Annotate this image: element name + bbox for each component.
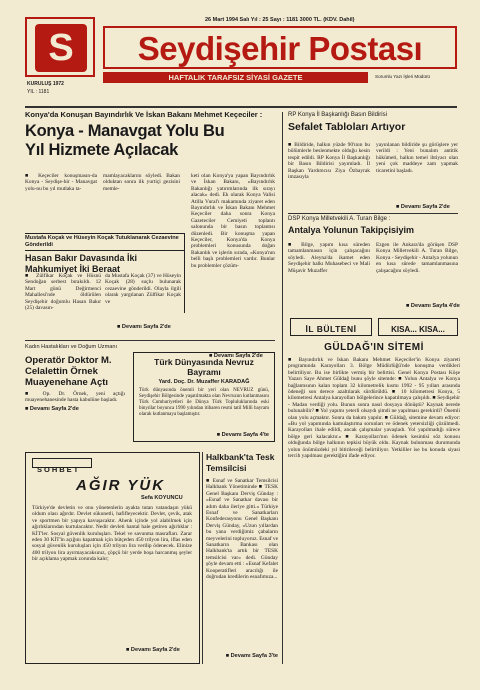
dsp-col-2: Ezgen ile Ankara'da görüşen DSP Konya Milletvekili A. Turan Bilge, Konya - Seydişehir - Antalya yolunun en kısa sürede tamamlanmasına çalışacağını söyledi. xyxy=(376,242,458,274)
side-note: Sorumlu Yazı İşleri Müdürü xyxy=(375,74,430,79)
logo-icon xyxy=(35,24,87,72)
rp-col-1: ■ Bildiride, halkın yüzde 90'ının bu bölümlerle beslenmekte olduğu kesin tespit edildi. RP Konya İl Başkanlığı bir Basın Bildirisi yayımladı. İl Başkan Yardımcısı Ziya Özbayrak imzasıyla xyxy=(288,142,370,181)
doctor-story xyxy=(25,344,125,444)
sohbet-more[interactable]: ■ Devamı Sayfa 2'de xyxy=(126,647,180,653)
court-headline: Hasan Bakır Davasında İki Mahkumiyet İki Beraat xyxy=(25,253,138,274)
nevruz-headline: Türk Dünyasında Nevruz Bayramı xyxy=(154,357,254,377)
masthead xyxy=(25,17,457,102)
dsp-story xyxy=(288,216,460,311)
dsp-headline: Antalya Yolunun Takipçisiyim xyxy=(288,225,415,235)
tagline: HAFTALIK TARAFSIZ SİYASİ GAZETE xyxy=(168,73,303,82)
lead-headline-1: Konya - Manavgat Yolu Bu xyxy=(25,122,225,140)
doctor-headline: Operatör Doktor M. Celalettin Örnek Muayenehane Açtı xyxy=(25,355,112,388)
masthead-founded: KURULUŞ 1972 xyxy=(27,81,64,87)
masthead-issue: YIL : 1181 xyxy=(27,89,50,95)
kisa-kisa-label: KISA... KISA... xyxy=(378,318,458,336)
court-col-1: ■ Zülfikar Koçak ve Hüsnü Sendoğan serbest bırakıldı. 12 Mart günü Değirmenci Mahallesi'nde öldürülen Seydişehir doğumlu Hasan Bakır (25) davasın- xyxy=(25,273,101,312)
doctor-more[interactable]: ■ Devamı Sayfa 2'de xyxy=(25,405,79,412)
nevruz-box xyxy=(133,352,275,442)
doctor-text: ■ Op. Dr. Örnek, yeni açtığı muayenehanesinde hasta kabulüne başladı. xyxy=(25,391,125,404)
court-col-2: da Mustafa Koçak (37) ve Hüseyin Koçak (28) suçlu bulunarak cezaevine gönderildi. Olayla ilgili olarak yargılanan Zülfikar Koçak ve xyxy=(105,273,181,305)
doctor-kicker: Kadın Hastalıkları ve Doğum Uzmanı xyxy=(25,344,118,350)
dsp-kicker: DSP Konya Milletvekili A. Turan Bilge : xyxy=(288,216,391,222)
dsp-more[interactable]: ■ Devamı Sayfa 4'de xyxy=(406,303,460,309)
masthead-date-line: 26 Mart 1994 Salı Yıl : 25 Sayı : 1181 3000 TL. (KDV. Dahil) xyxy=(205,17,355,23)
lead-col-3: keti olan Konya'ya yapan Bayındırlık ve İskan Bakanı, «Bayındırlık Bakanlığı yatırımlarında ilk sırayı alacak» dedi. Ek olarak Konya Valisi Atilla Vural'ı makamında ziyaret eden Bayındırlık ve İskan Bakanı Mehmet Keçeciler daha sonra Konya Gazeteciler Cemiyeti toplantı salonunda bir basın toplantısı düzenledi. Bir konuşma yapan Keçeciler, Konya'da Konya problemleri konusunda doğan Bakanlık ve işlerin sırada, «Konya'nın belli başlı problemleri vardır. Bunlar bu problemler çözüm- xyxy=(191,173,275,269)
halkbank-headline: Halkbank'ta Tesk Temsilcisi xyxy=(206,452,275,473)
tagline-bar xyxy=(103,72,368,83)
logo-letter: S xyxy=(48,27,74,69)
halkbank-text: ■ Esnaf ve Sanatkar Temsilcisi Halkbank Yönetiminde ■ TESK Genel Başkanı Derviş Günday : «Esnaf ve Sanatkar davası bir adım daha ileriye gitti.» Türkiye Esnaf ve Sanatkarları Konfederasyonu Genel Başkanı Derviş Günday, «Uzun yıllardan bu yana verdiğimiz çabaların meyvelerini topluyoruz. Esnaf ve Sanatkarın Bankası olan Halkbank'ta artık bir TESK temsilcisi var» dedi. Günday şöyle devam etti : «Esnaf Kefalet Kooperatifleri aracılığı ile doğrudan kredilerin esnafımıza... xyxy=(206,478,278,581)
rp-col-2: yayınlanan bildiride şu görüşlere yer verildi : Yeni bunalım antitik hükümeti, halkın temel ihtiyacı olan yeni çok maddeye zam yapmak ticaretini başladı. xyxy=(376,142,458,174)
lead-col-2: mamlayacaklarını söyledi. Bakan olduktan sonra ilk yurtiçi gezisini memle- xyxy=(103,173,180,192)
nevruz-author: Yard. Doç. Dr. Muzaffer KARADAĞ xyxy=(158,379,250,385)
il-bulteni-label: İL BÜLTENİ xyxy=(290,318,372,336)
rp-more[interactable]: ■ Devamı Sayfa 2'de xyxy=(396,204,450,210)
lead-more[interactable]: ■ Devamı Sayfa 2'de xyxy=(209,353,263,359)
sohbet-headline: AĞIR YÜK xyxy=(76,477,166,494)
guldag-text: ■ Bayındırlık ve İskan Bakanı Mehmet Keçeciler'in Konya ziyareti programında Karayolları 3. Bölge Müdürlüğü'nde konuşma verdikleri belirtiliyor. Bu ise birlikte vermiş bir belirtisi. Genel Konya Postası Köşe Yazarı Saye Ahmet Güldağ bunu şöyle sitemde: ■ Yolun Antalya ve Konya bağlantısının kalan toplam 32 kilometrelik kısmı 1992 - 95 yılları arasında ödeneği son derece azaltılarak sürdürüldü. ■ 10 kilometresi Konya, 5 kilometresi Antalya karayolları bölgelerince kapatılmaya çalışıldı. ■ Seydişehir - Madan verdiği yolu. Bunun sonra nasıl dosyaya dönüştü? Kaynak nerede bulunabilir? ■ Yol yapımı yeterli olsaydı şimdi ne yapılması gerekirdi? Önemli olan yolu açmaktır. Sonra da bakım yapılır. ■ Güldağ, sitemine devam ediyor: «Bu yol yapımında kamulaştırma sorunları ve ödenek yetersizliği çözülmedi. Karayolları ihale edildi, ancak çalışmalar yavaşladı. Yol yapılmadığı sürece bölge geri kalacaktır.» ■ Karayolları'nın ödenek kesintisi söz konusu olduğunda bölge halkının tepkisi büyük oldu. Kaynak bulunması durumunda yolun önümüzdeki yıl bitirileceği belirtiliyor. Yetkililer ise bu konuda siyasi tercih yapılması gerektiğini ifade ediyor. xyxy=(288,357,460,460)
masthead-title-box xyxy=(103,26,457,69)
rp-story xyxy=(288,112,460,212)
guldag-story xyxy=(288,342,460,664)
lead-col-1: ■ Keçeciler konuşmasın-da Konya - Seydişe-hir - Manavgat yolu-nu bu yıl mutlaka ta- xyxy=(25,173,97,192)
lead-kicker: Konya'da Konuşan Bayındırlık Ve İskan Bakanı Mehmet Keçeciler : xyxy=(25,110,263,119)
sohbet-author: Sefa KOYUNCU xyxy=(141,495,183,501)
nevruz-more[interactable]: ■ Devamı Sayfa 4'te xyxy=(216,432,269,438)
rp-headline: Sefalet Tabloları Artıyor xyxy=(288,121,406,133)
court-more[interactable]: ■ Devamı Sayfa 2'de xyxy=(117,324,171,330)
newspaper-name: Seydişehir Postası xyxy=(137,30,423,67)
court-kicker: Mustafa Koçak ve Hüseyin Koçak Tutuklanarak Cezaevine Gönderildi xyxy=(25,233,184,251)
sohbet-text: Türkiye'de devletin ve onu yönetenlerin ayakta tutan vatandaşın yükü oldum olası ağırdır. Devlet sükunetli, hafifleyecektir. Devlet, çevik, atak ve sportmen bir yapıya kavuşacaktır. Ahenk içinde yol alabilmek için ağırlıklarından kurtulacaktır. Nedir devleti hantal hale getiren ağırlıklar : KİT'ler. Sosyal güvenlik kuruluşları. Tekel ve savunma masrafları. Zarar eden 30 KİT'in açığını kapatmak için bütçeden 450 trilyon lira, iflas eden sosyal güvenlik kuruluşları için 450 trilyon lira verilip ödenecek. Elinize 400 trilyon lira ayırmayacaksınız, çöpçü bir yerde boşa harcanmış şeyler bir açıklama yapmak zorunda kalır; xyxy=(32,505,192,563)
sohbet-label: SOHBET xyxy=(32,458,92,468)
lead-headline-2: Yıl Hizmete Açılacak xyxy=(25,141,178,159)
court-story xyxy=(25,233,185,330)
sohbet-box xyxy=(25,452,200,664)
halkbank-more[interactable]: ■ Devamı Sayfa 3'te xyxy=(225,653,278,659)
rp-kicker: RP Konya İl Başkanlığı Basın Bildirisi xyxy=(288,112,387,118)
masthead-logo-box xyxy=(25,17,95,77)
guldag-headline: GÜLDAĞ'IN SİTEMİ xyxy=(324,342,424,353)
dsp-col-1: ■ Bilge, yapım kısa süreden tamamlanmasın için çalışacağını söyledi. Aleyna'da ikamet eden Seydişehir halkı Muhasebeci ve Mali Müşavir Muzaffer xyxy=(288,242,370,274)
halkbank-story xyxy=(206,452,278,664)
nevruz-text: Türk dünyasında önemli bir yeri olan NEVRUZ günü, Seydişehir Bölgesinde yaşatılmakta olan Nevruzun kutlanmasını Türk Cumhuriyetleri ile Dünya Türk Topluluklarında eski binyıllar boyunca 1990 yılından itibaren resmi tatil Milli bayram olarak kutlanmaya başlamıştır. xyxy=(139,388,269,417)
